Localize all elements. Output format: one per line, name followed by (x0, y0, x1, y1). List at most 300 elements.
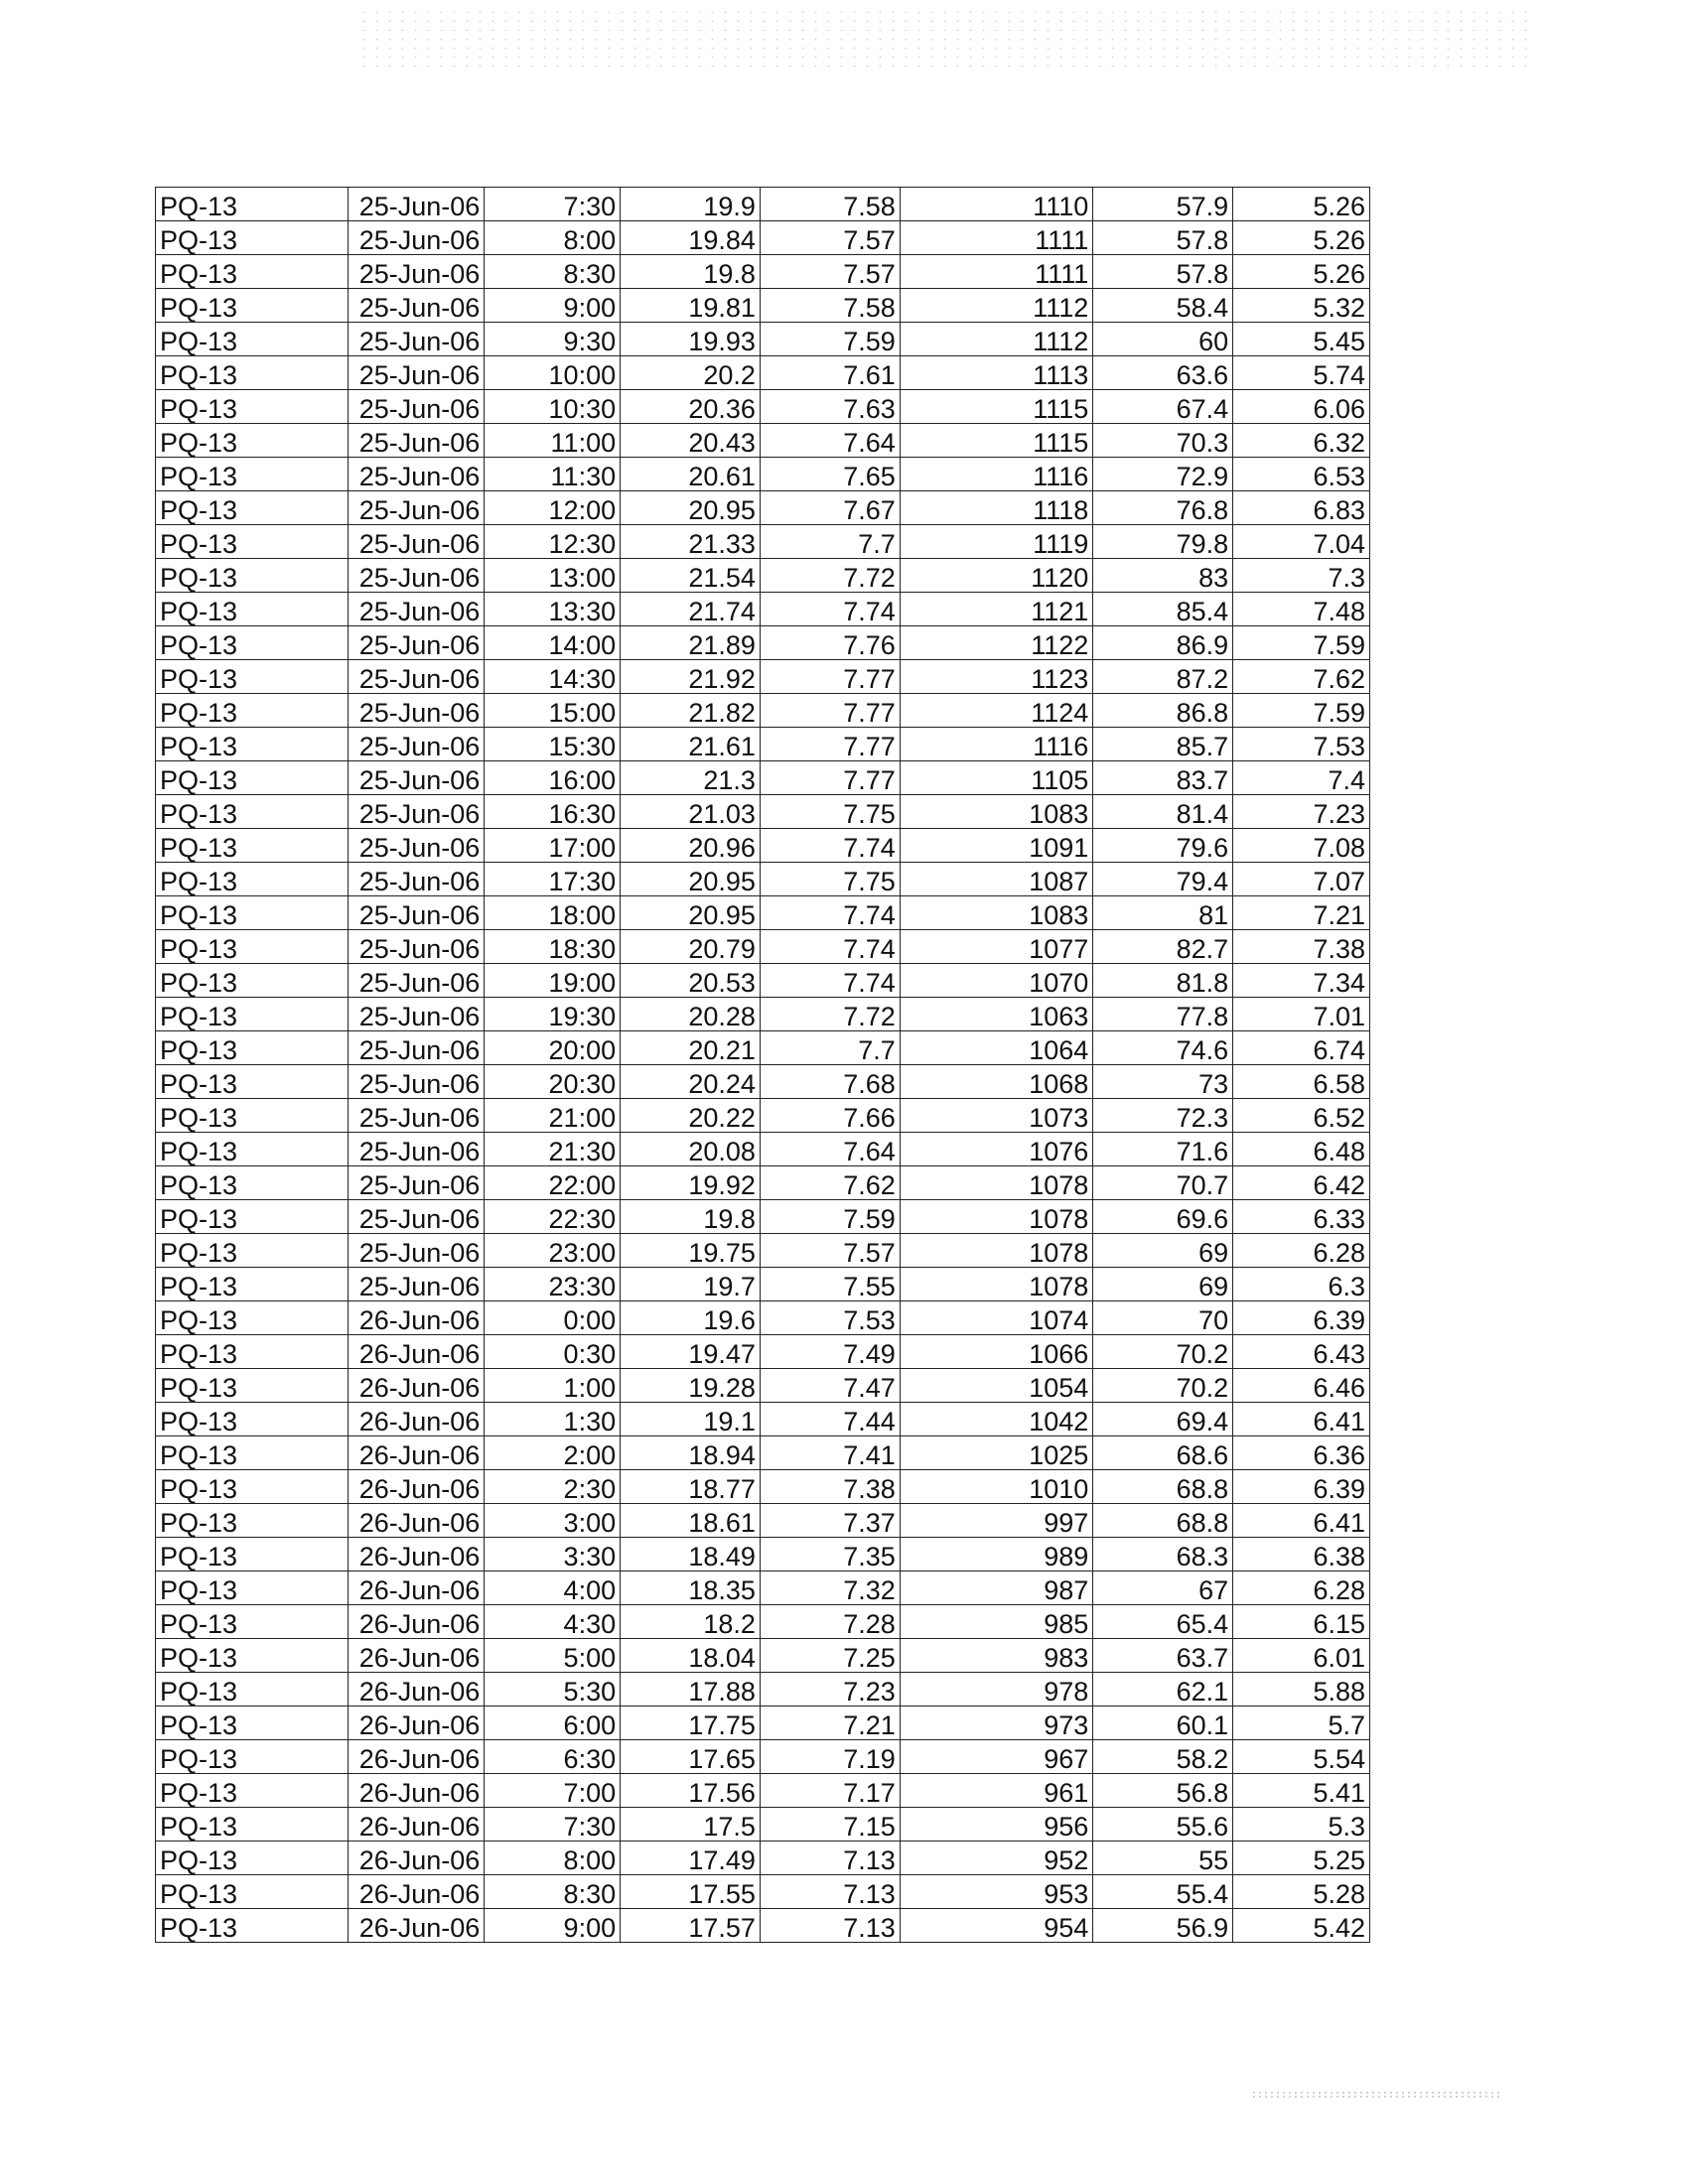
table-row (156, 424, 1370, 458)
date-cell: 26-Jun-06 (348, 1875, 485, 1909)
value-1-cell: 21.92 (621, 660, 761, 694)
station-cell: PQ-13 (156, 1099, 349, 1133)
table-row (156, 1875, 1370, 1909)
table-row (156, 896, 1370, 930)
value-2-cell: 7.74 (760, 593, 900, 626)
value-5-cell: 5.32 (1233, 289, 1370, 323)
value-5-cell: 5.41 (1233, 1774, 1370, 1808)
value-5-cell: 5.28 (1233, 1875, 1370, 1909)
time-cell: 9:30 (485, 323, 621, 356)
time-cell: 5:00 (485, 1639, 621, 1673)
table-row (156, 1403, 1370, 1436)
value-1-cell: 21.54 (621, 559, 761, 593)
value-3-cell: 1070 (900, 964, 1093, 998)
value-5-cell: 5.42 (1233, 1909, 1370, 1943)
time-cell: 1:30 (485, 1403, 621, 1436)
time-cell: 3:00 (485, 1504, 621, 1538)
value-5-cell: 5.26 (1233, 221, 1370, 255)
time-cell: 8:30 (485, 1875, 621, 1909)
value-5-cell: 6.3 (1233, 1268, 1370, 1301)
date-cell: 25-Jun-06 (348, 221, 485, 255)
value-1-cell: 17.56 (621, 1774, 761, 1808)
date-cell: 25-Jun-06 (348, 424, 485, 458)
value-1-cell: 19.28 (621, 1369, 761, 1403)
station-cell: PQ-13 (156, 356, 349, 390)
date-cell: 26-Jun-06 (348, 1909, 485, 1943)
value-4-cell: 56.9 (1093, 1909, 1233, 1943)
station-cell: PQ-13 (156, 1200, 349, 1234)
time-cell: 7:30 (485, 188, 621, 221)
value-1-cell: 17.49 (621, 1842, 761, 1875)
time-cell: 12:30 (485, 525, 621, 559)
time-cell: 5:30 (485, 1673, 621, 1706)
value-2-cell: 7.28 (760, 1605, 900, 1639)
value-5-cell: 7.01 (1233, 998, 1370, 1031)
table-row (156, 1166, 1370, 1200)
value-4-cell: 57.8 (1093, 255, 1233, 289)
date-cell: 26-Jun-06 (348, 1639, 485, 1673)
date-cell: 25-Jun-06 (348, 458, 485, 491)
value-1-cell: 21.74 (621, 593, 761, 626)
station-cell: PQ-13 (156, 1538, 349, 1571)
time-cell: 0:30 (485, 1335, 621, 1369)
value-4-cell: 87.2 (1093, 660, 1233, 694)
value-4-cell: 58.4 (1093, 289, 1233, 323)
value-2-cell: 7.25 (760, 1639, 900, 1673)
table-row (156, 491, 1370, 525)
time-cell: 6:30 (485, 1740, 621, 1774)
value-2-cell: 7.58 (760, 188, 900, 221)
value-2-cell: 7.77 (760, 694, 900, 728)
value-4-cell: 65.4 (1093, 1605, 1233, 1639)
value-2-cell: 7.32 (760, 1571, 900, 1605)
station-cell: PQ-13 (156, 1470, 349, 1504)
date-cell: 25-Jun-06 (348, 896, 485, 930)
value-5-cell: 5.88 (1233, 1673, 1370, 1706)
date-cell: 25-Jun-06 (348, 660, 485, 694)
station-cell: PQ-13 (156, 1166, 349, 1200)
table-row (156, 998, 1370, 1031)
station-cell: PQ-13 (156, 1504, 349, 1538)
value-4-cell: 58.2 (1093, 1740, 1233, 1774)
value-2-cell: 7.77 (760, 761, 900, 795)
value-2-cell: 7.61 (760, 356, 900, 390)
station-cell: PQ-13 (156, 390, 349, 424)
table-row (156, 1301, 1370, 1335)
table-row (156, 525, 1370, 559)
scan-smudge (1251, 2091, 1499, 2099)
value-4-cell: 63.6 (1093, 356, 1233, 390)
value-4-cell: 73 (1093, 1065, 1233, 1099)
time-cell: 2:30 (485, 1470, 621, 1504)
value-1-cell: 18.35 (621, 1571, 761, 1605)
value-5-cell: 7.38 (1233, 930, 1370, 964)
table-row (156, 255, 1370, 289)
value-3-cell: 1119 (900, 525, 1093, 559)
value-4-cell: 70.7 (1093, 1166, 1233, 1200)
value-1-cell: 17.88 (621, 1673, 761, 1706)
value-3-cell: 1078 (900, 1200, 1093, 1234)
value-3-cell: 1111 (900, 255, 1093, 289)
value-5-cell: 6.46 (1233, 1369, 1370, 1403)
value-1-cell: 19.47 (621, 1335, 761, 1369)
value-5-cell: 5.7 (1233, 1706, 1370, 1740)
value-2-cell: 7.19 (760, 1740, 900, 1774)
value-3-cell: 989 (900, 1538, 1093, 1571)
value-4-cell: 55.6 (1093, 1808, 1233, 1842)
time-cell: 17:30 (485, 863, 621, 896)
value-3-cell: 1078 (900, 1234, 1093, 1268)
value-5-cell: 6.39 (1233, 1470, 1370, 1504)
value-3-cell: 1121 (900, 593, 1093, 626)
value-5-cell: 6.28 (1233, 1571, 1370, 1605)
time-cell: 9:00 (485, 1909, 621, 1943)
value-2-cell: 7.59 (760, 323, 900, 356)
station-cell: PQ-13 (156, 1909, 349, 1943)
time-cell: 13:30 (485, 593, 621, 626)
date-cell: 26-Jun-06 (348, 1740, 485, 1774)
table-row (156, 1538, 1370, 1571)
value-1-cell: 20.43 (621, 424, 761, 458)
value-3-cell: 1083 (900, 795, 1093, 829)
date-cell: 26-Jun-06 (348, 1436, 485, 1470)
value-3-cell: 1073 (900, 1099, 1093, 1133)
value-3-cell: 1112 (900, 323, 1093, 356)
value-1-cell: 19.81 (621, 289, 761, 323)
time-cell: 10:30 (485, 390, 621, 424)
value-1-cell: 18.04 (621, 1639, 761, 1673)
date-cell: 25-Jun-06 (348, 255, 485, 289)
time-cell: 21:00 (485, 1099, 621, 1133)
station-cell: PQ-13 (156, 1436, 349, 1470)
value-3-cell: 1078 (900, 1166, 1093, 1200)
value-1-cell: 20.24 (621, 1065, 761, 1099)
station-cell: PQ-13 (156, 1605, 349, 1639)
value-4-cell: 70.3 (1093, 424, 1233, 458)
value-4-cell: 62.1 (1093, 1673, 1233, 1706)
value-2-cell: 7.57 (760, 255, 900, 289)
station-cell: PQ-13 (156, 1774, 349, 1808)
value-1-cell: 18.77 (621, 1470, 761, 1504)
value-4-cell: 67 (1093, 1571, 1233, 1605)
value-1-cell: 19.8 (621, 255, 761, 289)
station-cell: PQ-13 (156, 559, 349, 593)
date-cell: 26-Jun-06 (348, 1605, 485, 1639)
value-2-cell: 7.21 (760, 1706, 900, 1740)
value-5-cell: 6.53 (1233, 458, 1370, 491)
table-row (156, 1605, 1370, 1639)
value-5-cell: 6.74 (1233, 1031, 1370, 1065)
time-cell: 16:30 (485, 795, 621, 829)
table-row (156, 1268, 1370, 1301)
time-cell: 21:30 (485, 1133, 621, 1166)
value-5-cell: 7.08 (1233, 829, 1370, 863)
value-2-cell: 7.63 (760, 390, 900, 424)
date-cell: 25-Jun-06 (348, 356, 485, 390)
value-2-cell: 7.38 (760, 1470, 900, 1504)
date-cell: 26-Jun-06 (348, 1774, 485, 1808)
value-4-cell: 55 (1093, 1842, 1233, 1875)
station-cell: PQ-13 (156, 1571, 349, 1605)
value-3-cell: 954 (900, 1909, 1093, 1943)
value-3-cell: 1042 (900, 1403, 1093, 1436)
value-4-cell: 69.6 (1093, 1200, 1233, 1234)
value-4-cell: 57.8 (1093, 221, 1233, 255)
time-cell: 15:30 (485, 728, 621, 761)
value-5-cell: 6.52 (1233, 1099, 1370, 1133)
value-4-cell: 71.6 (1093, 1133, 1233, 1166)
date-cell: 25-Jun-06 (348, 998, 485, 1031)
value-1-cell: 19.92 (621, 1166, 761, 1200)
table-row (156, 1504, 1370, 1538)
value-4-cell: 68.6 (1093, 1436, 1233, 1470)
station-cell: PQ-13 (156, 1301, 349, 1335)
table-row (156, 559, 1370, 593)
value-5-cell: 5.74 (1233, 356, 1370, 390)
value-1-cell: 19.93 (621, 323, 761, 356)
value-5-cell: 6.15 (1233, 1605, 1370, 1639)
time-cell: 6:00 (485, 1706, 621, 1740)
value-2-cell: 7.72 (760, 559, 900, 593)
time-cell: 19:00 (485, 964, 621, 998)
table-row (156, 1706, 1370, 1740)
station-cell: PQ-13 (156, 1133, 349, 1166)
time-cell: 22:00 (485, 1166, 621, 1200)
table-row (156, 188, 1370, 221)
table-row (156, 829, 1370, 863)
time-cell: 19:30 (485, 998, 621, 1031)
time-cell: 17:00 (485, 829, 621, 863)
date-cell: 26-Jun-06 (348, 1842, 485, 1875)
value-2-cell: 7.15 (760, 1808, 900, 1842)
date-cell: 26-Jun-06 (348, 1369, 485, 1403)
value-3-cell: 953 (900, 1875, 1093, 1909)
value-2-cell: 7.37 (760, 1504, 900, 1538)
value-3-cell: 1087 (900, 863, 1093, 896)
value-1-cell: 19.8 (621, 1200, 761, 1234)
date-cell: 26-Jun-06 (348, 1673, 485, 1706)
value-4-cell: 81 (1093, 896, 1233, 930)
value-4-cell: 70.2 (1093, 1369, 1233, 1403)
value-1-cell: 21.03 (621, 795, 761, 829)
table-row (156, 1031, 1370, 1065)
value-1-cell: 21.82 (621, 694, 761, 728)
value-1-cell: 21.89 (621, 626, 761, 660)
value-3-cell: 1122 (900, 626, 1093, 660)
value-3-cell: 1063 (900, 998, 1093, 1031)
value-1-cell: 21.61 (621, 728, 761, 761)
value-3-cell: 985 (900, 1605, 1093, 1639)
value-5-cell: 6.58 (1233, 1065, 1370, 1099)
value-5-cell: 6.41 (1233, 1504, 1370, 1538)
station-cell: PQ-13 (156, 896, 349, 930)
table-row (156, 728, 1370, 761)
value-5-cell: 6.48 (1233, 1133, 1370, 1166)
station-cell: PQ-13 (156, 829, 349, 863)
value-4-cell: 86.8 (1093, 694, 1233, 728)
value-3-cell: 997 (900, 1504, 1093, 1538)
value-3-cell: 1083 (900, 896, 1093, 930)
value-1-cell: 18.49 (621, 1538, 761, 1571)
time-cell: 23:30 (485, 1268, 621, 1301)
table-row (156, 1909, 1370, 1943)
value-3-cell: 1078 (900, 1268, 1093, 1301)
value-1-cell: 20.53 (621, 964, 761, 998)
time-cell: 7:00 (485, 1774, 621, 1808)
value-5-cell: 6.39 (1233, 1301, 1370, 1335)
value-3-cell: 967 (900, 1740, 1093, 1774)
value-4-cell: 77.8 (1093, 998, 1233, 1031)
value-2-cell: 7.66 (760, 1099, 900, 1133)
table-row (156, 964, 1370, 998)
value-5-cell: 7.23 (1233, 795, 1370, 829)
time-cell: 4:30 (485, 1605, 621, 1639)
value-4-cell: 83 (1093, 559, 1233, 593)
value-2-cell: 7.64 (760, 1133, 900, 1166)
table-row (156, 1234, 1370, 1268)
value-2-cell: 7.53 (760, 1301, 900, 1335)
value-2-cell: 7.65 (760, 458, 900, 491)
station-cell: PQ-13 (156, 1335, 349, 1369)
table-row (156, 221, 1370, 255)
value-3-cell: 1025 (900, 1436, 1093, 1470)
value-2-cell: 7.55 (760, 1268, 900, 1301)
value-3-cell: 1120 (900, 559, 1093, 593)
time-cell: 4:00 (485, 1571, 621, 1605)
date-cell: 26-Jun-06 (348, 1403, 485, 1436)
value-1-cell: 19.1 (621, 1403, 761, 1436)
date-cell: 25-Jun-06 (348, 829, 485, 863)
table-row (156, 1470, 1370, 1504)
station-cell: PQ-13 (156, 289, 349, 323)
date-cell: 25-Jun-06 (348, 1166, 485, 1200)
value-2-cell: 7.35 (760, 1538, 900, 1571)
time-cell: 2:00 (485, 1436, 621, 1470)
value-3-cell: 987 (900, 1571, 1093, 1605)
value-5-cell: 7.07 (1233, 863, 1370, 896)
value-2-cell: 7.7 (760, 1031, 900, 1065)
table-row (156, 1133, 1370, 1166)
table-row (156, 1065, 1370, 1099)
value-1-cell: 18.94 (621, 1436, 761, 1470)
value-4-cell: 72.3 (1093, 1099, 1233, 1133)
date-cell: 25-Jun-06 (348, 728, 485, 761)
station-cell: PQ-13 (156, 1875, 349, 1909)
date-cell: 25-Jun-06 (348, 289, 485, 323)
value-2-cell: 7.76 (760, 626, 900, 660)
table-row (156, 1774, 1370, 1808)
measurement-table (155, 187, 1370, 1943)
value-5-cell: 5.26 (1233, 188, 1370, 221)
date-cell: 25-Jun-06 (348, 930, 485, 964)
value-4-cell: 68.8 (1093, 1504, 1233, 1538)
time-cell: 7:30 (485, 1808, 621, 1842)
value-3-cell: 961 (900, 1774, 1093, 1808)
station-cell: PQ-13 (156, 1268, 349, 1301)
station-cell: PQ-13 (156, 795, 349, 829)
time-cell: 8:00 (485, 221, 621, 255)
station-cell: PQ-13 (156, 188, 349, 221)
value-1-cell: 19.7 (621, 1268, 761, 1301)
time-cell: 20:00 (485, 1031, 621, 1065)
value-2-cell: 7.74 (760, 896, 900, 930)
value-4-cell: 55.4 (1093, 1875, 1233, 1909)
value-1-cell: 18.61 (621, 1504, 761, 1538)
time-cell: 20:30 (485, 1065, 621, 1099)
date-cell: 25-Jun-06 (348, 1234, 485, 1268)
value-1-cell: 19.9 (621, 188, 761, 221)
date-cell: 26-Jun-06 (348, 1301, 485, 1335)
value-3-cell: 1118 (900, 491, 1093, 525)
value-5-cell: 7.4 (1233, 761, 1370, 795)
value-4-cell: 57.9 (1093, 188, 1233, 221)
station-cell: PQ-13 (156, 593, 349, 626)
value-3-cell: 1112 (900, 289, 1093, 323)
date-cell: 25-Jun-06 (348, 1065, 485, 1099)
value-5-cell: 6.06 (1233, 390, 1370, 424)
value-5-cell: 6.32 (1233, 424, 1370, 458)
value-2-cell: 7.13 (760, 1842, 900, 1875)
time-cell: 15:00 (485, 694, 621, 728)
value-1-cell: 19.6 (621, 1301, 761, 1335)
station-cell: PQ-13 (156, 694, 349, 728)
value-3-cell: 1116 (900, 458, 1093, 491)
table-row (156, 593, 1370, 626)
station-cell: PQ-13 (156, 626, 349, 660)
table-row (156, 1740, 1370, 1774)
value-1-cell: 20.28 (621, 998, 761, 1031)
value-2-cell: 7.74 (760, 930, 900, 964)
date-cell: 26-Jun-06 (348, 1504, 485, 1538)
station-cell: PQ-13 (156, 728, 349, 761)
time-cell: 11:30 (485, 458, 621, 491)
table-row (156, 930, 1370, 964)
station-cell: PQ-13 (156, 1403, 349, 1436)
value-5-cell: 7.59 (1233, 694, 1370, 728)
value-4-cell: 82.7 (1093, 930, 1233, 964)
time-cell: 18:00 (485, 896, 621, 930)
value-3-cell: 973 (900, 1706, 1093, 1740)
table-row (156, 694, 1370, 728)
value-3-cell: 1074 (900, 1301, 1093, 1335)
date-cell: 25-Jun-06 (348, 593, 485, 626)
value-4-cell: 86.9 (1093, 626, 1233, 660)
value-4-cell: 85.7 (1093, 728, 1233, 761)
value-4-cell: 85.4 (1093, 593, 1233, 626)
value-1-cell: 17.75 (621, 1706, 761, 1740)
table-row (156, 1436, 1370, 1470)
value-4-cell: 67.4 (1093, 390, 1233, 424)
value-5-cell: 7.21 (1233, 896, 1370, 930)
value-2-cell: 7.74 (760, 829, 900, 863)
table-row (156, 1808, 1370, 1842)
value-1-cell: 19.84 (621, 221, 761, 255)
value-2-cell: 7.77 (760, 728, 900, 761)
value-5-cell: 5.25 (1233, 1842, 1370, 1875)
value-1-cell: 21.3 (621, 761, 761, 795)
date-cell: 26-Jun-06 (348, 1706, 485, 1740)
value-3-cell: 956 (900, 1808, 1093, 1842)
station-cell: PQ-13 (156, 998, 349, 1031)
value-5-cell: 6.41 (1233, 1403, 1370, 1436)
station-cell: PQ-13 (156, 255, 349, 289)
date-cell: 26-Jun-06 (348, 1808, 485, 1842)
value-1-cell: 17.5 (621, 1808, 761, 1842)
value-4-cell: 60.1 (1093, 1706, 1233, 1740)
value-5-cell: 6.42 (1233, 1166, 1370, 1200)
value-3-cell: 1123 (900, 660, 1093, 694)
station-cell: PQ-13 (156, 323, 349, 356)
